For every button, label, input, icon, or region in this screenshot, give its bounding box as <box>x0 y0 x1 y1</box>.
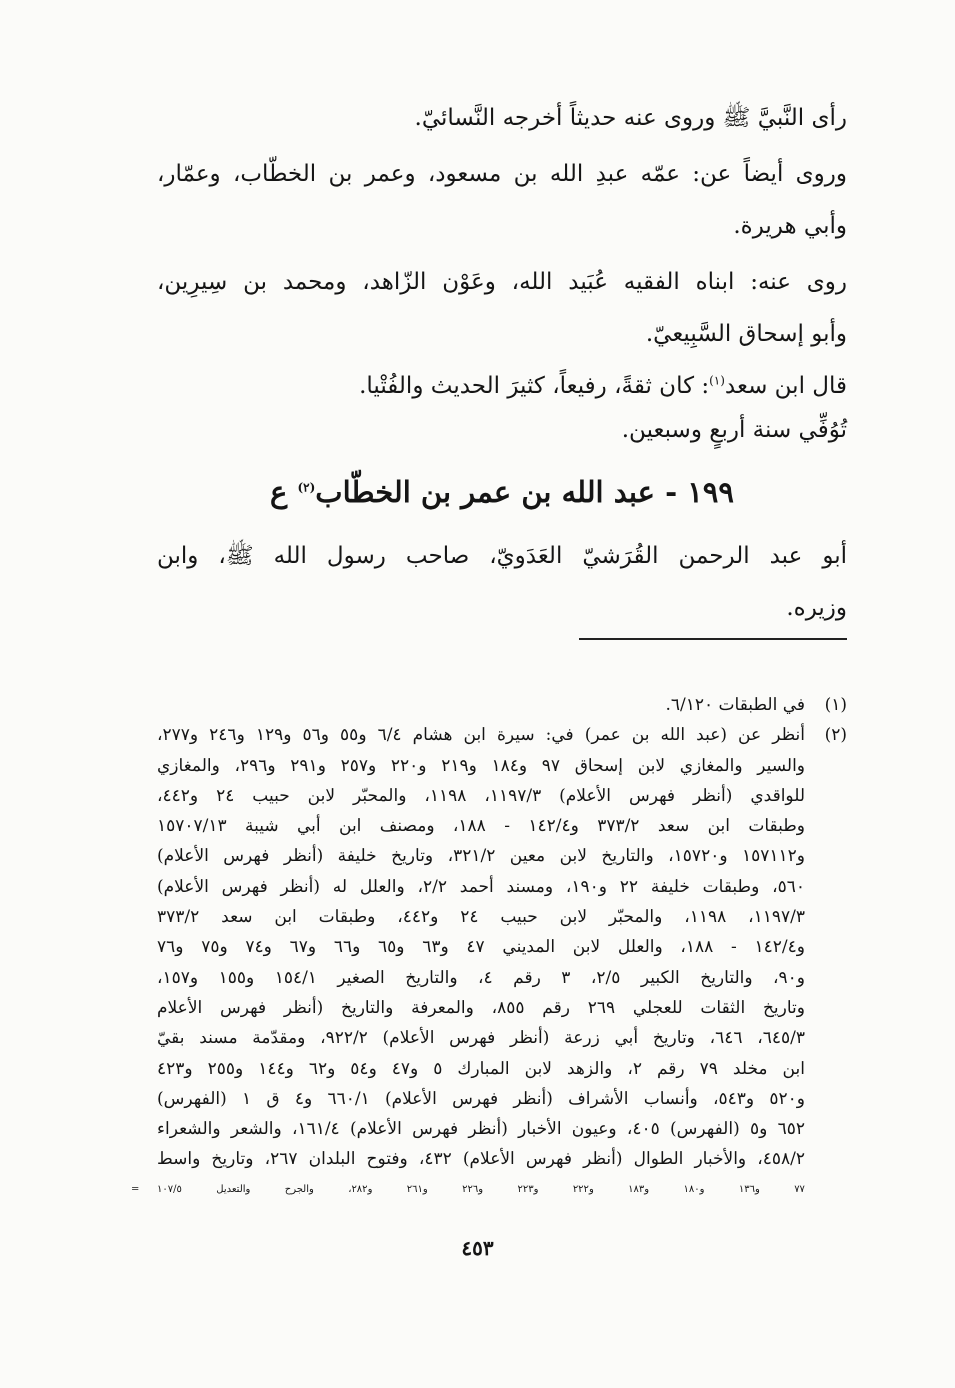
footnote-line: و٥٢٠ و٥٤٣، وأنساب الأشراف (أنظر فهرس الأعلام) ٦٦٠/١ و٤ ق ١ (الفهرس) <box>157 1088 805 1109</box>
body-line: وأبي هريرة. <box>733 213 847 239</box>
footnote-line: ٦٥٢ و٥ (الفهرس) ٤٠٥، وعيون الأخبار (أنظر فهرس الأعلام) ١٦١/٤، والشعر والشعراء <box>157 1119 805 1140</box>
footnote-line: أنظر عن (عبد الله بن عمر) في: سيرة ابن هشام ٦/٤ و٥٥ و٥٦ و١٢٩ و٢٤٦ و٢٧٧، <box>157 725 805 746</box>
footnote-body <box>157 690 805 720</box>
footnote-line: للواقدي (أنظر فهرس الأعلام) ١١٩٧/٣، ١١٩٨، والمحبّر لابن حبيب ٢٤ و٤٤٢، <box>157 785 806 806</box>
body-line: وأبو إسحاق السَّبِيعيّ. <box>645 321 847 347</box>
footnote-body <box>131 720 806 1205</box>
footnote-line: ابن مخلد ٧٩ رقم ٢، والزهد لابن المبارك ٥ و٤٧ و٥٤ و٦٢ و١٤٤ و٢٥٥ و٤٢٣ <box>157 1058 805 1079</box>
footnote-line: و٩٠، والتاريخ الكبير ٢/٥، ٣ رقم ٤، والتاريخ الصغير ١٥٤/١ و١٥٥ و١٥٧، <box>157 967 805 988</box>
quote-text: قال ابن سعد <box>724 373 847 399</box>
footnote-line: والسير والمغازي لابن إسحاق ٩٧ و١٨٤ و٢١٩ و٢٢٠ و٢٥٧ و٢٩١ و٢٩٦، والمغازي <box>157 755 806 776</box>
body-line: وروى أيضاً عن: عمّه عبدِ الله بن مسعود، وعمر بن الخطّاب، وعمّار، <box>157 161 847 187</box>
footnotes <box>131 690 847 1205</box>
footnote-line: في الطبقات ٦/١٢٠. <box>665 695 805 715</box>
entry-title-suffix: ع <box>270 475 288 509</box>
quote-block <box>157 364 847 452</box>
footnote-line <box>131 1175 805 1205</box>
footnote-line: وطبقات ابن سعد ٣٧٣/٢ و١٤٢/٤ - ١٨٨، ومصنف ابن أبي شيبة ١٥٧٠٧/١٣ <box>157 816 805 837</box>
footnote-number: (٢) <box>824 725 847 746</box>
entry-title-text: ١٩٩ - عبد الله بن عمر بن الخطّاب <box>315 475 734 509</box>
quote-line <box>157 364 847 408</box>
footnote-line-text: ٧٧ و١٣٦ و١٨٠ و١٨٣ و٢٢٢ و٢٢٣ و٢٢٦ و٢٦١ و٢٨٢، والجرح والتعديل ١٠٧/٥ <box>157 1183 805 1195</box>
footnote-ref: (٢) <box>297 480 316 495</box>
footnote-line: ٥٦٠، وطبقات خليفة ٢٢ و١٩٠، ومسند أحمد ٢/٢، والعلل له (أنظر فهرس الأعلام) <box>157 876 805 897</box>
entry-line: أبو عبد الرحمن القُرَشيّ العَدَويّ، صاحب رسول الله ﷺ، وابن <box>157 543 847 569</box>
footnote-number: (١) <box>824 695 847 715</box>
quote-line: تُوُفِّي سنة أربعٍ وسبعين. <box>621 417 847 443</box>
footnote-2 <box>131 720 847 1205</box>
footnote-line: ١١٩٧/٣، ١١٩٨، والمحبّر لابن حبيب ٢٤ و٤٤٢، وطبقات ابن سعد ٣٧٣/٢ <box>157 907 805 928</box>
entry-title <box>157 468 847 516</box>
main-text <box>157 92 847 634</box>
quote-text: : كان ثقةً، رفيعاً، كثيرَ الحديث والفُتْيا. <box>359 373 710 399</box>
footnote-line: و١٥٧١١٢ و١٥٧٢٠، والتاريخ لابن معين ٣٢١/٢، وتاريخ خليفة (أنظر فهرس الأعلام) <box>157 846 805 867</box>
footnote-1 <box>157 690 847 720</box>
footnote-line: وتاريخ الثقات للعجلي ٢٦٩ رقم ٨٥٥، والمعرفة والتاريخ (أنظر فهرس الأعلام <box>157 997 805 1018</box>
continuation-mark: = <box>131 1183 140 1195</box>
body-line: روى عنه: ابناه الفقيه عُبَيد الله، وعَوْن الزّاهد، ومحمد بن سِيرِين، <box>157 269 847 295</box>
entry-line: وزيره. <box>786 595 847 621</box>
footnote-line: ٦٤٥/٣، ٦٤٦، وتاريخ أبي زرعة (أنظر فهرس الأعلام) ٩٢٢/٢، ومقدّمة مسند بقيّ <box>157 1028 805 1049</box>
page-number: ٤٥٣ <box>461 1236 494 1260</box>
body-line: رأى النَّبيَّ ﷺ وروى عنه حديثاً أخرجه النَّسائيّ. <box>414 105 847 131</box>
footnote-line: ٤٥٨/٢، والأخبار الطوال (أنظر فهرس الأعلام) ٤٣٢، وفتوح البلدان ٢٦٧، وتاريخ واسط <box>157 1149 805 1170</box>
footnote-divider <box>579 638 847 640</box>
footnote-line: و١٤٢/٤ - ١٨٨، والعلل لابن المديني ٤٧ و٦٣ و٦٥ و٦٦ و٦٧ و٧٤ و٧٥ و٧٦ <box>157 937 805 958</box>
footnote-ref: (١) <box>709 373 725 388</box>
